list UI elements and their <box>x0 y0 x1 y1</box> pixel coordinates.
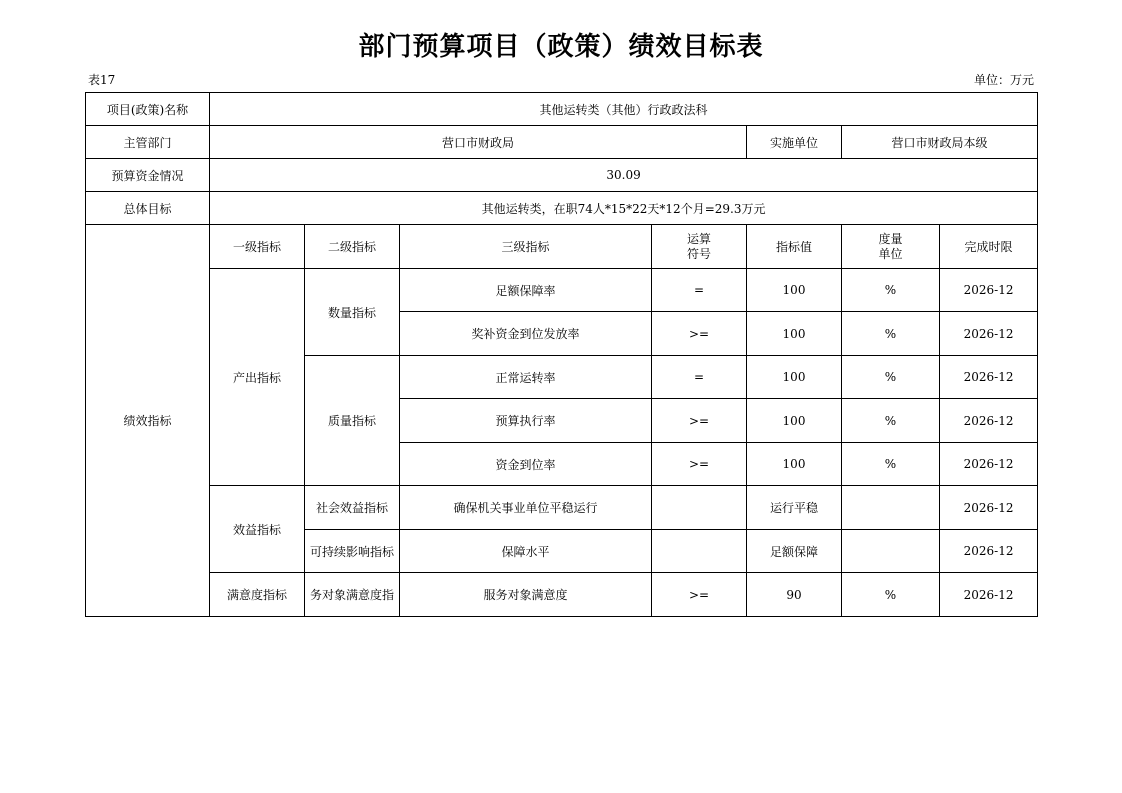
budget-row <box>86 159 1038 192</box>
table-row <box>86 269 1038 312</box>
indicator-name: 足额保障率 <box>400 269 652 312</box>
dept-value: 营口市财政局 <box>210 126 747 159</box>
table-number: 表17 <box>88 73 116 87</box>
table-row <box>86 573 1038 617</box>
indicator-op: >= <box>652 399 747 443</box>
indicator-op: >= <box>652 573 747 617</box>
indicator-value: 100 <box>747 269 842 312</box>
indicator-deadline: 2026-12 <box>940 486 1038 530</box>
header-operator-line2: 符号 <box>686 246 711 261</box>
impl-value: 营口市财政局本级 <box>842 126 1038 159</box>
indicator-unit: % <box>842 573 940 617</box>
group-benefit: 效益指标 <box>210 486 305 573</box>
indicator-deadline: 2026-12 <box>940 530 1038 573</box>
indicator-name: 正常运转率 <box>400 356 652 399</box>
indicator-unit: % <box>842 269 940 312</box>
indicator-unit: % <box>842 312 940 356</box>
project-name-row <box>86 93 1038 126</box>
indicator-deadline: 2026-12 <box>940 269 1038 312</box>
indicator-name: 资金到位率 <box>400 443 652 486</box>
header-level1: 一级指标 <box>210 225 305 269</box>
indicator-unit <box>842 486 940 530</box>
group-quantity: 数量指标 <box>305 269 400 356</box>
header-unit-line1: 度量 <box>878 231 903 246</box>
indicator-name: 保障水平 <box>400 530 652 573</box>
indicator-value: 100 <box>747 356 842 399</box>
indicator-unit: % <box>842 443 940 486</box>
project-name-value: 其他运转类（其他）行政政法科 <box>210 93 1038 126</box>
header-level3: 三级指标 <box>400 225 652 269</box>
indicator-op <box>652 530 747 573</box>
indicator-name: 奖补资金到位发放率 <box>400 312 652 356</box>
unit-label: 单位：万元 <box>973 73 1034 87</box>
project-name-label: 项目(政策)名称 <box>86 93 210 126</box>
indicator-deadline: 2026-12 <box>940 573 1038 617</box>
header-row <box>86 225 1038 269</box>
header-operator-line1: 运算 <box>686 231 711 246</box>
group-social: 社会效益指标 <box>305 486 400 530</box>
page-title: 部门预算项目（政策）绩效目标表 <box>358 32 764 62</box>
indicator-unit: % <box>842 399 940 443</box>
indicator-op: = <box>652 356 747 399</box>
impl-label: 实施单位 <box>747 126 842 159</box>
group-output: 产出指标 <box>210 269 305 486</box>
indicator-deadline: 2026-12 <box>940 399 1038 443</box>
indicator-name: 确保机关事业单位平稳运行 <box>400 486 652 530</box>
department-row <box>86 126 1038 159</box>
table-row <box>86 486 1038 530</box>
indicator-deadline: 2026-12 <box>940 312 1038 356</box>
goal-row <box>86 192 1038 225</box>
indicator-value: 90 <box>747 573 842 617</box>
header-level2: 二级指标 <box>305 225 400 269</box>
header-value: 指标值 <box>747 225 842 269</box>
indicator-value: 100 <box>747 443 842 486</box>
group-quality: 质量指标 <box>305 356 400 486</box>
indicator-value: 运行平稳 <box>747 486 842 530</box>
indicator-op: = <box>652 269 747 312</box>
dept-label: 主管部门 <box>86 126 210 159</box>
indicator-op: >= <box>652 312 747 356</box>
indicator-op <box>652 486 747 530</box>
header-operator <box>652 225 747 269</box>
indicator-name: 服务对象满意度 <box>400 573 652 617</box>
indicator-op: >= <box>652 443 747 486</box>
header-unit <box>842 225 940 269</box>
indicator-value: 100 <box>747 312 842 356</box>
budget-label: 预算资金情况 <box>86 159 210 192</box>
group-satisfaction: 满意度指标 <box>210 573 305 617</box>
indicator-name: 预算执行率 <box>400 399 652 443</box>
header-unit-line2: 单位 <box>878 246 903 261</box>
indicator-unit <box>842 530 940 573</box>
indicator-value: 100 <box>747 399 842 443</box>
budget-value: 30.09 <box>210 159 1038 192</box>
indicator-value: 足额保障 <box>747 530 842 573</box>
header-deadline: 完成时限 <box>940 225 1038 269</box>
indicator-deadline: 2026-12 <box>940 356 1038 399</box>
goal-label: 总体目标 <box>86 192 210 225</box>
group-service: 务对象满意度指 <box>305 573 400 617</box>
performance-table <box>85 92 1038 617</box>
indicator-deadline: 2026-12 <box>940 443 1038 486</box>
perf-label: 绩效指标 <box>86 225 210 617</box>
goal-value: 其他运转类，在职74人*15*22天*12个月=29.3万元 <box>210 192 1038 225</box>
group-sustain: 可持续影响指标 <box>305 530 400 573</box>
indicator-unit: % <box>842 356 940 399</box>
